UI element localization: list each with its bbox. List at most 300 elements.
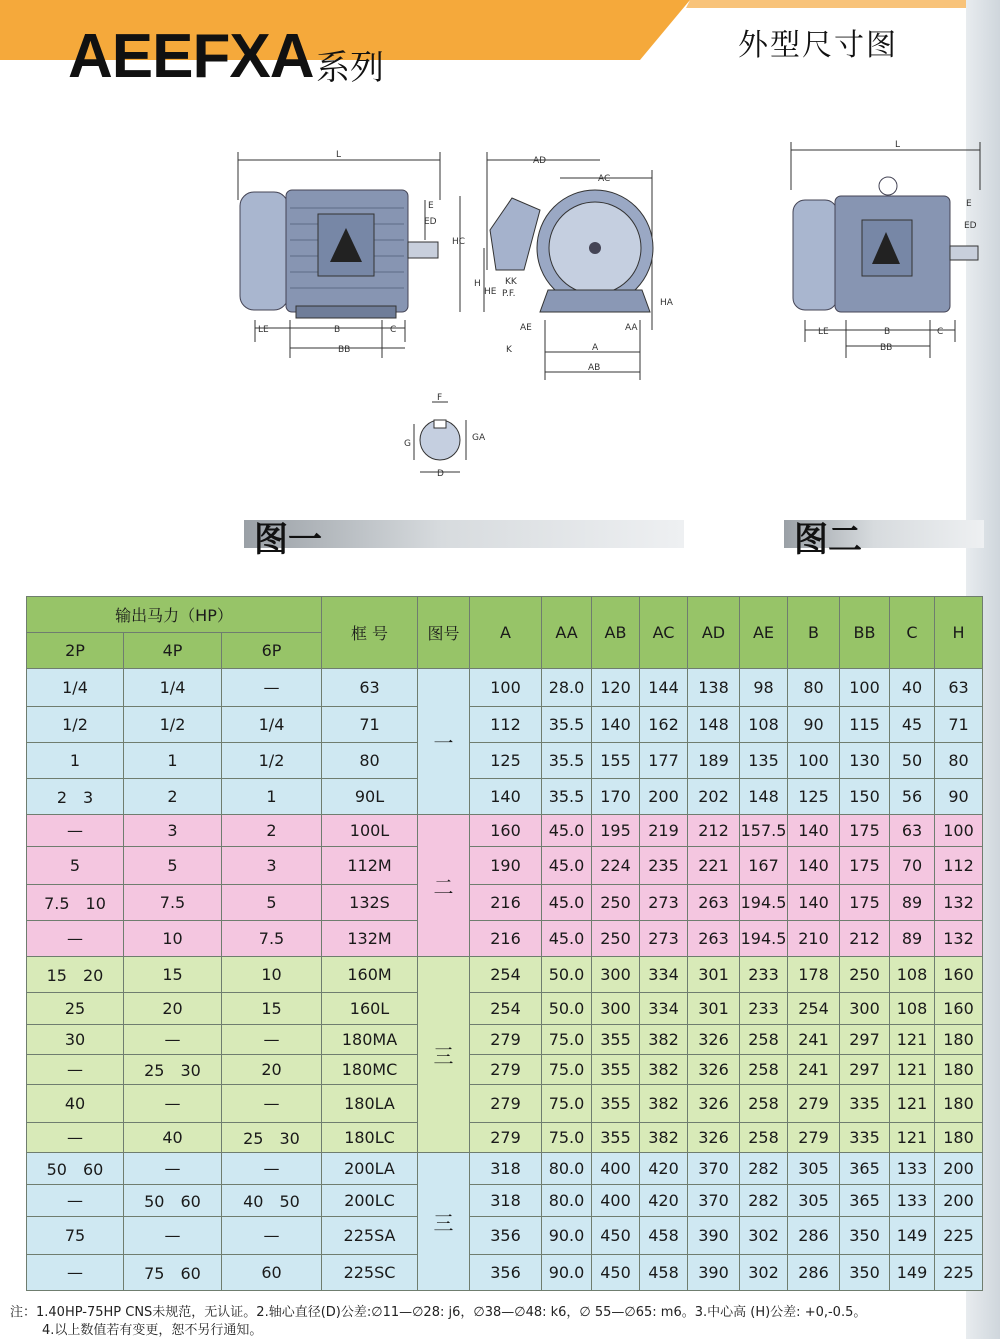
cell-2p: — <box>27 1055 124 1085</box>
cell-dim-B: 286 <box>788 1217 840 1255</box>
cell-dim-AC: 458 <box>640 1255 688 1291</box>
cell-frame: 132M <box>322 921 418 957</box>
cell-6p: 3 <box>222 847 322 885</box>
dim-label-GA: GA <box>472 433 486 443</box>
table-row <box>27 669 983 707</box>
cell-dim-AD: 221 <box>688 847 740 885</box>
fig2-dim-label-ED: ED <box>964 221 977 231</box>
cell-dim-AE: 282 <box>740 1153 788 1185</box>
cell-dim-C: 63 <box>890 815 935 847</box>
cell-dim-BB: 335 <box>840 1085 890 1123</box>
cell-dim-AA: 35.5 <box>542 707 592 743</box>
cell-dim-C: 133 <box>890 1153 935 1185</box>
cell-6p: 40 50 <box>222 1185 322 1217</box>
cell-dim-H: 225 <box>935 1255 983 1291</box>
cell-2p: 1/4 <box>27 669 124 707</box>
table-row <box>27 957 983 993</box>
cell-6p: 7.5 <box>222 921 322 957</box>
cell-6p: — <box>222 1153 322 1185</box>
cell-dim-H: 71 <box>935 707 983 743</box>
hp-header: 输出马力（HP） <box>27 597 322 633</box>
cell-dim-C: 121 <box>890 1055 935 1085</box>
cell-frame: 100L <box>322 815 418 847</box>
cell-dim-AE: 157.5 <box>740 815 788 847</box>
cell-4p: 20 <box>124 993 222 1025</box>
dim-label-AB: AB <box>588 363 601 373</box>
table-row <box>27 1055 983 1085</box>
fig2-dim-label-LE: LE <box>818 327 829 337</box>
cell-dim-AD: 202 <box>688 779 740 815</box>
dim-label-HA: HA <box>660 298 673 308</box>
cell-dim-A: 216 <box>470 885 542 921</box>
cell-dim-C: 45 <box>890 707 935 743</box>
cell-frame: 80 <box>322 743 418 779</box>
cell-dim-AC: 382 <box>640 1055 688 1085</box>
cell-dim-A: 279 <box>470 1123 542 1153</box>
cell-dim-BB: 150 <box>840 779 890 815</box>
dim-label-F: F <box>437 393 443 403</box>
cell-dim-A: 318 <box>470 1185 542 1217</box>
table-row <box>27 779 983 815</box>
dimension-table <box>26 596 983 1291</box>
cell-dim-AA: 90.0 <box>542 1255 592 1291</box>
cell-dim-AE: 302 <box>740 1217 788 1255</box>
dim-label-LE: LE <box>258 325 269 335</box>
table-row <box>27 993 983 1025</box>
table-row <box>27 743 983 779</box>
cell-2p: 25 <box>27 993 124 1025</box>
cell-2p: 75 <box>27 1217 124 1255</box>
cell-dim-C: 121 <box>890 1025 935 1055</box>
cell-2p: 7.5 10 <box>27 885 124 921</box>
cell-dim-AC: 420 <box>640 1185 688 1217</box>
cell-6p: 1/2 <box>222 743 322 779</box>
cell-dim-AB: 400 <box>592 1185 640 1217</box>
cell-dim-BB: 350 <box>840 1217 890 1255</box>
cell-frame: 63 <box>322 669 418 707</box>
cell-4p: 1 <box>124 743 222 779</box>
cell-dim-B: 279 <box>788 1123 840 1153</box>
cell-dim-H: 132 <box>935 921 983 957</box>
cell-dim-B: 125 <box>788 779 840 815</box>
cell-dim-AC: 382 <box>640 1085 688 1123</box>
cell-dim-AA: 75.0 <box>542 1055 592 1085</box>
cell-dim-H: 180 <box>935 1025 983 1055</box>
cell-dim-AB: 450 <box>592 1255 640 1291</box>
cell-frame: 180MA <box>322 1025 418 1055</box>
cell-dim-BB: 365 <box>840 1153 890 1185</box>
frame-header: 框 号 <box>322 597 418 669</box>
cell-dim-AC: 382 <box>640 1025 688 1055</box>
cell-dim-A: 279 <box>470 1025 542 1055</box>
cell-dim-AA: 75.0 <box>542 1025 592 1055</box>
pole-header-2p: 2P <box>27 633 124 669</box>
fig2-dim-label-C: C <box>937 327 944 337</box>
cell-2p: — <box>27 1185 124 1217</box>
cell-dim-H: 112 <box>935 847 983 885</box>
cell-dim-AD: 263 <box>688 921 740 957</box>
dim-label-AE: AE <box>520 323 532 333</box>
cell-dim-AB: 300 <box>592 993 640 1025</box>
cell-dim-BB: 335 <box>840 1123 890 1153</box>
cell-dim-AA: 75.0 <box>542 1123 592 1153</box>
cell-dim-AC: 235 <box>640 847 688 885</box>
cell-dim-AB: 195 <box>592 815 640 847</box>
cell-dim-AA: 35.5 <box>542 779 592 815</box>
dim-label-D: D <box>437 469 444 479</box>
cell-dim-AA: 28.0 <box>542 669 592 707</box>
cell-frame: 160M <box>322 957 418 993</box>
dim-label-ED: ED <box>424 217 437 227</box>
footnote-line-1: 注：1.40HP-75HP CNS未规范，无认证。2.轴心直径(D)公差:∅11—∅28: j6，∅38—∅48: k6，∅ 55—∅65: m6。3.中心高 (H)公差: +0,-0.5。 <box>10 1305 867 1320</box>
cell-frame: 160L <box>322 993 418 1025</box>
table-row <box>27 707 983 743</box>
table-row <box>27 1185 983 1217</box>
dim-label-L: L <box>336 150 342 160</box>
cell-dim-H: 225 <box>935 1217 983 1255</box>
cell-dim-H: 132 <box>935 885 983 921</box>
col-header-A: A <box>470 597 542 669</box>
dim-label-A: A <box>592 343 599 353</box>
cell-2p: — <box>27 921 124 957</box>
table-row <box>27 1153 983 1185</box>
dim-label-E: E <box>428 201 434 211</box>
col-header-AE: AE <box>740 597 788 669</box>
page-title: 外型尺寸图 <box>738 28 898 63</box>
cell-frame: 132S <box>322 885 418 921</box>
cell-frame: 225SC <box>322 1255 418 1291</box>
cell-dim-AC: 420 <box>640 1153 688 1185</box>
cell-dim-B: 140 <box>788 847 840 885</box>
col-header-C: C <box>890 597 935 669</box>
pole-header-6p: 6P <box>222 633 322 669</box>
cell-dim-AB: 170 <box>592 779 640 815</box>
fig2-dim-label-L: L <box>895 140 901 150</box>
cell-dim-AA: 45.0 <box>542 847 592 885</box>
cell-dim-H: 180 <box>935 1085 983 1123</box>
footnotes <box>10 1304 990 1339</box>
cell-dim-AD: 301 <box>688 957 740 993</box>
table-body <box>27 669 983 1291</box>
col-header-AC: AC <box>640 597 688 669</box>
cell-6p: 20 <box>222 1055 322 1085</box>
cell-4p: — <box>124 1153 222 1185</box>
shaft-section-view <box>404 393 486 479</box>
table-row <box>27 1085 983 1123</box>
cell-dim-AA: 75.0 <box>542 1085 592 1123</box>
cell-dim-AE: 135 <box>740 743 788 779</box>
cell-dim-AE: 258 <box>740 1085 788 1123</box>
cell-dim-AE: 258 <box>740 1025 788 1055</box>
cell-dim-BB: 250 <box>840 957 890 993</box>
cell-4p: 10 <box>124 921 222 957</box>
cell-4p: 2 <box>124 779 222 815</box>
cell-6p: 25 30 <box>222 1123 322 1153</box>
cell-6p: — <box>222 669 322 707</box>
cell-dim-BB: 350 <box>840 1255 890 1291</box>
cell-dim-C: 40 <box>890 669 935 707</box>
dim-label-BB: BB <box>338 345 351 355</box>
cell-dim-BB: 100 <box>840 669 890 707</box>
cell-dim-A: 356 <box>470 1217 542 1255</box>
cell-dim-AE: 258 <box>740 1055 788 1085</box>
cell-dim-AB: 155 <box>592 743 640 779</box>
table-row <box>27 847 983 885</box>
cell-dim-AE: 194.5 <box>740 885 788 921</box>
cell-dim-C: 89 <box>890 885 935 921</box>
cell-dim-AB: 400 <box>592 1153 640 1185</box>
fig1-side-view <box>238 150 440 358</box>
cell-2p: — <box>27 815 124 847</box>
cell-dim-AE: 302 <box>740 1255 788 1291</box>
cell-dim-C: 108 <box>890 957 935 993</box>
cell-dim-AA: 80.0 <box>542 1153 592 1185</box>
cell-dim-AB: 300 <box>592 957 640 993</box>
cell-dim-AC: 382 <box>640 1123 688 1153</box>
cell-dim-AC: 144 <box>640 669 688 707</box>
cell-dim-AC: 219 <box>640 815 688 847</box>
cell-dim-H: 90 <box>935 779 983 815</box>
cell-frame: 90L <box>322 779 418 815</box>
series-suffix: 系列 <box>316 48 384 88</box>
cell-4p: 75 60 <box>124 1255 222 1291</box>
cell-dim-BB: 297 <box>840 1055 890 1085</box>
cell-frame: 180LC <box>322 1123 418 1153</box>
cell-dim-AB: 250 <box>592 885 640 921</box>
cell-dim-H: 160 <box>935 993 983 1025</box>
cell-dim-AB: 224 <box>592 847 640 885</box>
dim-label-HE: HE <box>484 287 497 297</box>
dim-label-AC: AC <box>598 174 611 184</box>
cell-dim-A: 254 <box>470 993 542 1025</box>
cell-dim-B: 254 <box>788 993 840 1025</box>
cell-dim-AD: 370 <box>688 1185 740 1217</box>
cell-dim-AC: 273 <box>640 885 688 921</box>
dim-label-H: H <box>474 279 481 289</box>
cell-6p: — <box>222 1217 322 1255</box>
dim-label-C: C <box>390 325 397 335</box>
cell-dim-AA: 35.5 <box>542 743 592 779</box>
series-code: AEEFXA <box>68 22 314 91</box>
table-header-row-1 <box>27 597 983 633</box>
cell-frame: 180MC <box>322 1055 418 1085</box>
cell-dim-AD: 390 <box>688 1217 740 1255</box>
dim-label-G: G <box>404 439 411 449</box>
cell-6p: 5 <box>222 885 322 921</box>
fig2-dim-label-B: B <box>884 327 891 337</box>
cell-dim-C: 133 <box>890 1185 935 1217</box>
col-header-H: H <box>935 597 983 669</box>
cell-dim-B: 241 <box>788 1055 840 1085</box>
cell-2p: 1/2 <box>27 707 124 743</box>
cell-dim-B: 305 <box>788 1153 840 1185</box>
cell-figure-number: 三 <box>418 957 470 1153</box>
cell-dim-AE: 167 <box>740 847 788 885</box>
cell-dim-C: 50 <box>890 743 935 779</box>
cell-6p: 2 <box>222 815 322 847</box>
cell-dim-C: 149 <box>890 1255 935 1291</box>
col-header-AD: AD <box>688 597 740 669</box>
cell-frame: 180LA <box>322 1085 418 1123</box>
cell-2p: 50 60 <box>27 1153 124 1185</box>
cell-dim-AD: 138 <box>688 669 740 707</box>
cell-4p: — <box>124 1217 222 1255</box>
dim-label-KK: KK <box>505 277 517 287</box>
cell-dim-A: 356 <box>470 1255 542 1291</box>
cell-dim-H: 160 <box>935 957 983 993</box>
cell-dim-AE: 108 <box>740 707 788 743</box>
cell-frame: 200LC <box>322 1185 418 1217</box>
cell-dim-AB: 140 <box>592 707 640 743</box>
cell-4p: 1/4 <box>124 669 222 707</box>
cell-4p: 25 30 <box>124 1055 222 1085</box>
cell-dim-AD: 370 <box>688 1153 740 1185</box>
cell-6p: 1 <box>222 779 322 815</box>
dim-label-B: B <box>334 325 341 335</box>
cell-frame: 112M <box>322 847 418 885</box>
cell-dim-AB: 355 <box>592 1123 640 1153</box>
fig1-front-view <box>452 152 674 380</box>
cell-dim-AC: 334 <box>640 957 688 993</box>
cell-dim-AA: 80.0 <box>542 1185 592 1217</box>
table-row <box>27 885 983 921</box>
cell-dim-AE: 148 <box>740 779 788 815</box>
pole-header-4p: 4P <box>124 633 222 669</box>
cell-dim-BB: 365 <box>840 1185 890 1217</box>
fig1-label: 图一 <box>254 520 322 560</box>
cell-4p: — <box>124 1085 222 1123</box>
cell-dim-H: 100 <box>935 815 983 847</box>
table-row <box>27 1025 983 1055</box>
cell-dim-H: 180 <box>935 1055 983 1085</box>
cell-dim-BB: 175 <box>840 885 890 921</box>
cell-dim-H: 180 <box>935 1123 983 1153</box>
table-row <box>27 1255 983 1291</box>
cell-dim-B: 305 <box>788 1185 840 1217</box>
fig2-side-view <box>791 140 980 358</box>
table-row <box>27 815 983 847</box>
cell-dim-A: 279 <box>470 1085 542 1123</box>
cell-figure-number: 一 <box>418 669 470 815</box>
cell-2p: 30 <box>27 1025 124 1055</box>
cell-dim-B: 241 <box>788 1025 840 1055</box>
fig2-dim-label-BB: BB <box>880 343 893 353</box>
cell-6p: 10 <box>222 957 322 993</box>
table-row <box>27 1217 983 1255</box>
cell-dim-AD: 326 <box>688 1123 740 1153</box>
cell-dim-BB: 300 <box>840 993 890 1025</box>
cell-dim-A: 216 <box>470 921 542 957</box>
cell-dim-AB: 250 <box>592 921 640 957</box>
cell-dim-A: 140 <box>470 779 542 815</box>
cell-dim-BB: 212 <box>840 921 890 957</box>
cell-4p: 5 <box>124 847 222 885</box>
cell-dim-B: 279 <box>788 1085 840 1123</box>
cell-dim-AA: 50.0 <box>542 993 592 1025</box>
cell-dim-AB: 120 <box>592 669 640 707</box>
cell-6p: — <box>222 1025 322 1055</box>
cell-dim-B: 140 <box>788 815 840 847</box>
cell-4p: — <box>124 1025 222 1055</box>
cell-dim-BB: 175 <box>840 815 890 847</box>
table-row <box>27 921 983 957</box>
cell-dim-AD: 390 <box>688 1255 740 1291</box>
cell-dim-AD: 326 <box>688 1025 740 1055</box>
cell-dim-AE: 282 <box>740 1185 788 1217</box>
cell-2p: — <box>27 1255 124 1291</box>
cell-dim-AC: 458 <box>640 1217 688 1255</box>
cell-dim-AA: 45.0 <box>542 921 592 957</box>
cell-dim-B: 286 <box>788 1255 840 1291</box>
col-header-B: B <box>788 597 840 669</box>
cell-dim-AB: 355 <box>592 1025 640 1055</box>
cell-dim-C: 89 <box>890 921 935 957</box>
cell-4p: 50 60 <box>124 1185 222 1217</box>
cell-dim-AA: 45.0 <box>542 885 592 921</box>
cell-figure-number: 二 <box>418 815 470 957</box>
cell-6p: 15 <box>222 993 322 1025</box>
cell-dim-AA: 45.0 <box>542 815 592 847</box>
cell-figure-number: 三 <box>418 1153 470 1291</box>
dim-label-PF: P.F. <box>502 289 516 299</box>
cell-dim-C: 70 <box>890 847 935 885</box>
dim-label-AD: AD <box>533 156 547 166</box>
dim-label-HC: HC <box>452 237 466 247</box>
cell-dim-AA: 50.0 <box>542 957 592 993</box>
cell-frame: 71 <box>322 707 418 743</box>
cell-dim-A: 112 <box>470 707 542 743</box>
dim-label-AA: AA <box>625 323 638 333</box>
cell-dim-AE: 98 <box>740 669 788 707</box>
cell-dim-AD: 212 <box>688 815 740 847</box>
cell-dim-C: 121 <box>890 1123 935 1153</box>
col-header-BB: BB <box>840 597 890 669</box>
cell-dim-H: 80 <box>935 743 983 779</box>
cell-dim-B: 140 <box>788 885 840 921</box>
cell-dim-AB: 355 <box>592 1055 640 1085</box>
cell-2p: 15 20 <box>27 957 124 993</box>
cell-dim-H: 200 <box>935 1185 983 1217</box>
cell-4p: 7.5 <box>124 885 222 921</box>
cell-2p: 2 3 <box>27 779 124 815</box>
cell-2p: — <box>27 1123 124 1153</box>
cell-4p: 1/2 <box>124 707 222 743</box>
cell-dim-AC: 200 <box>640 779 688 815</box>
cell-dim-AB: 450 <box>592 1217 640 1255</box>
cell-frame: 200LA <box>322 1153 418 1185</box>
cell-dim-A: 160 <box>470 815 542 847</box>
cell-dim-AD: 301 <box>688 993 740 1025</box>
cell-dim-B: 100 <box>788 743 840 779</box>
cell-dim-A: 318 <box>470 1153 542 1185</box>
cell-dim-B: 178 <box>788 957 840 993</box>
cell-dim-C: 108 <box>890 993 935 1025</box>
cell-dim-AD: 326 <box>688 1085 740 1123</box>
cell-6p: 60 <box>222 1255 322 1291</box>
cell-dim-A: 279 <box>470 1055 542 1085</box>
col-header-AA: AA <box>542 597 592 669</box>
cell-dim-B: 80 <box>788 669 840 707</box>
cell-2p: 40 <box>27 1085 124 1123</box>
cell-dim-AC: 273 <box>640 921 688 957</box>
cell-6p: — <box>222 1085 322 1123</box>
cell-dim-H: 63 <box>935 669 983 707</box>
fig-header: 图号 <box>418 597 470 669</box>
cell-dim-AA: 90.0 <box>542 1217 592 1255</box>
cell-dim-AE: 194.5 <box>740 921 788 957</box>
cell-dim-BB: 175 <box>840 847 890 885</box>
cell-dim-H: 200 <box>935 1153 983 1185</box>
